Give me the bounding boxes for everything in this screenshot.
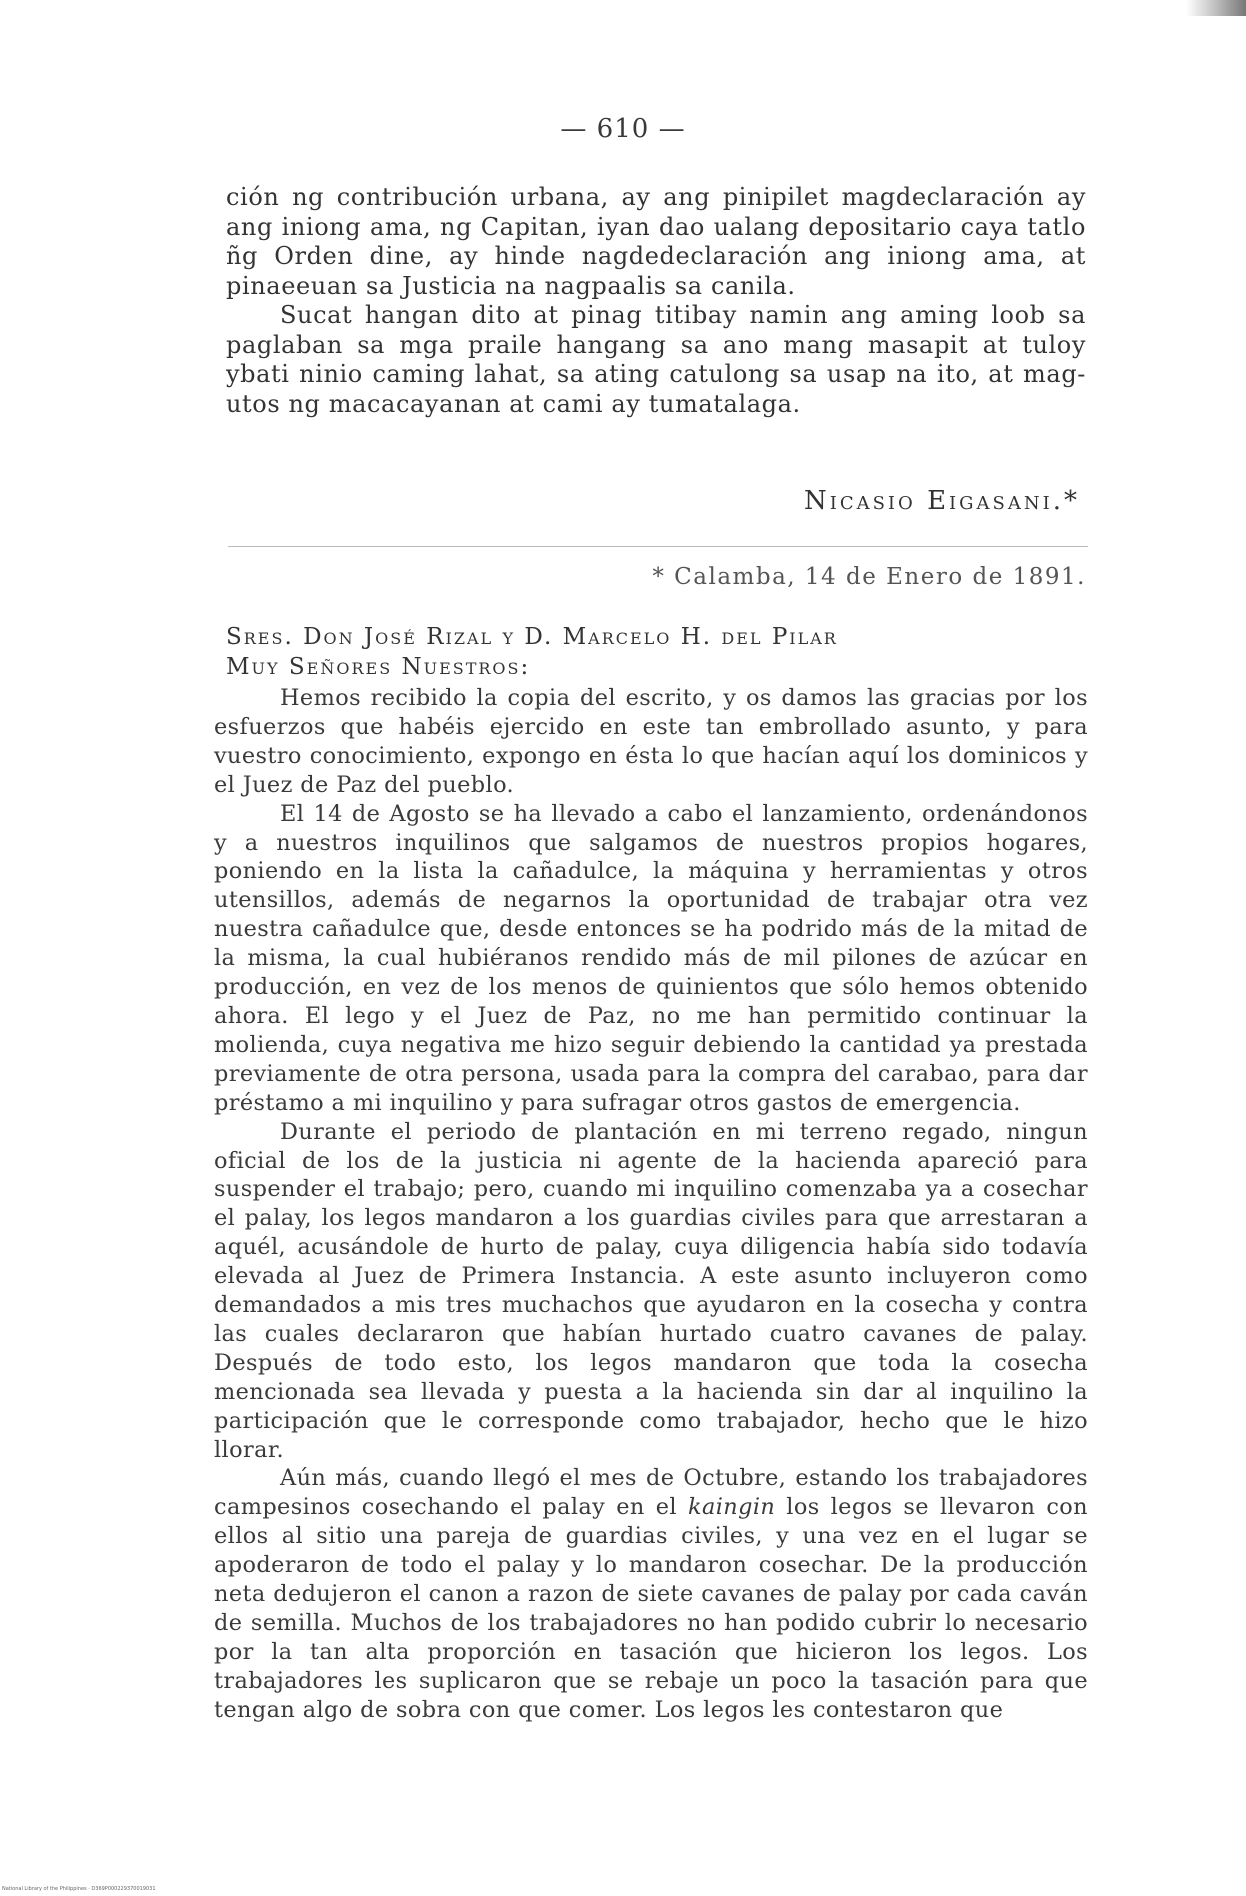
italic-term: kaingin [688,1494,776,1521]
scan-credit: National Library of the Philippines · D369P000229370019031 [2,1886,156,1892]
text-run: Aún más, cuando llegó el mes de Octubre, estando los trabajadores campesinos cosechando el palay en el [214,1465,1088,1521]
page-number: — 610 — [560,114,686,144]
text-run: Durante el periodo de plantación en mi terreno regado, ningun oficial de los de la justicia ni agente de la hacienda apareció para suspender el trabajo; pero, cuando mi inquilino comenzaba ya a cosechar el palay, los legos mandaron a los guardias civiles para que arrestaran a aquél, acusándole de hurto de palay, cuya diligencia había sido todavía elevada al Juez de Primera Instancia. A este asunto incluyeron como demandados a mis tres muchachos que ayudaron en la cosecha y contra las cuales declararon que habían hurtado cuatro cavanes de palay. Después de todo esto, los legos mandaron que toda la cosecha mencionada sea llevada y puesta a la hacienda sin dar al inquilino la participación que le corresponde como trabajador, hecho que le hizo llorar. [214,1118,1088,1463]
signature: Nicasio Eigasani.* [803,486,1080,516]
letter-greeting: Muy Señores Nuestros: [226,654,531,680]
text-run: El 14 de Agosto se ha llevado a cabo el lanzamiento, ordenándonos y a nuestros inquilinos que salgamos de nuestros propios hogares, poniendo en la lista la cañadulce, la máquina y herramientas y otros utensillos, además de negarnos la oportunidad de trabajar otra vez nuestra cañadulce que, desde entonces se ha podrido más de la mitad de la misma, la cual hubiéranos rendido más de mil pilones de azúcar en producción, en vez de los menos de quinientos que sólo hemos obtenido ahora. El lego y el Juez de Paz, no me han permitido continuar la molienda, cuya negativa me hizo seguir debiendo la cantidad ya prestada previamente de otra persona, usada para la compra del carabao, para dar préstamo a mi inquilino y para sufragar otros gastos de emergencia. [214,800,1088,1116]
continuation-text [226,183,1086,419]
letter-paragraph [214,800,1088,1118]
letter-body [214,684,1088,1725]
letter-addressees: Sres. Don José Rizal y D. Marcelo H. del Pilar [226,624,838,650]
scan-edge-shadow [1186,0,1246,16]
paragraph: ción ng contribución urbana, ay ang pinipilet magdeclaración ay ang iniong ama, ng Capitan, iyan dao ualang depositario caya tatlo ñg Orden dine, ay hinde nagdedeclaración ang iniong ama, at pinaeeuan sa Justicia na nagpaalis sa canila. [226,183,1086,300]
section-divider [228,546,1088,547]
text-run: Hemos recibido la copia del escrito, y os damos las gracias por los esfuerzos que habéis ejercido en este tan embrollado asunto, y para vuestro conocimiento, expongo en ésta lo que hacían aquí los dominicos y el Juez de Paz del pueblo. [214,685,1088,798]
dateline: * Calamba, 14 de Enero de 1891. [652,564,1086,590]
paragraph: Sucat hangan dito at pinag titibay namin ang aming loob sa paglaban sa mga praile hangang sa ano mang masapit at tuloy ybati ninio caming lahat, sa ating catulong sa usap na ito, at mag-utos ng macacayanan at cami ay tumatalaga. [226,301,1086,418]
letter-paragraph [214,1464,1088,1724]
letter-paragraph [214,684,1088,800]
text-run: los legos se llevaron con ellos al sitio una pareja de guardias civiles, y una vez en el lugar se apoderaron de todo el palay y lo mandaron cosechar. De la producción neta dedujeron el canon a razon de siete cavanes de palay por cada caván de semilla. Muchos de los trabajadores no han podido cubrir lo necesario por la tan alta proporción en tasación que hicieron los legos. Los trabajadores les suplicaron que se rebaje un poco la tasación para que tengan algo de sobra con que comer. Los legos les contestaron que [214,1494,1088,1723]
letter-paragraph [214,1118,1088,1465]
